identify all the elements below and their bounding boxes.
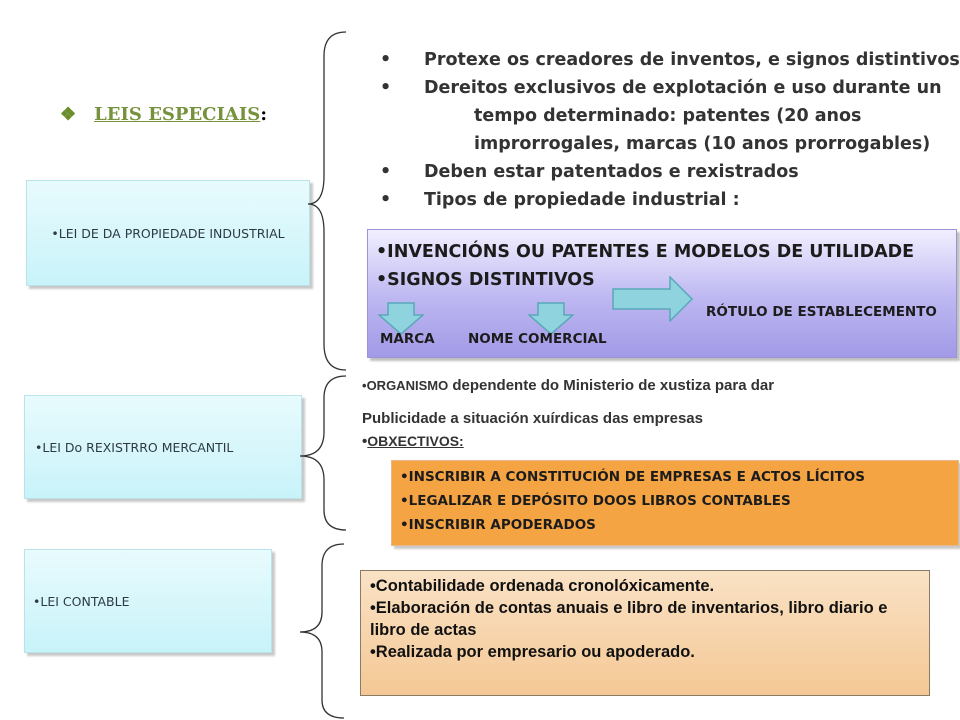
mercantil-organism-line: •ORGANISMO dependente do Ministerio de xustiza para dar [362, 377, 775, 394]
right-arrow-icon [612, 276, 694, 322]
bracket-industrial [308, 32, 346, 370]
law-label-mercantil: •LEI Do REXISTRRO MERCANTIL [35, 439, 234, 455]
property-types-box [367, 229, 957, 358]
industrial-point: • Protexe os creadores de inventos, e signos distintivos [372, 46, 960, 74]
contable-box [360, 570, 930, 696]
objective-item: •INSCRIBIR A CONSTITUCIÓN DE EMPRESAS E ACTOS LÍCITOS [400, 469, 866, 485]
contable-item: •Contabilidade ordenada cronolóxicamente. [370, 577, 715, 595]
types-line-inventions: •INVENCIÓNS OU PATENTES E MODELOS DE UTILIDADE [376, 242, 915, 262]
heading-colon: : [260, 104, 267, 125]
objective-item: •LEGALIZAR E DEPÓSITO DOOS LIBROS CONTABLES [400, 493, 791, 509]
industrial-points-list [372, 46, 960, 214]
diamond-bullet-icon: ❖ [60, 104, 77, 125]
mercantil-objectives-label: •OBXECTIVOS: [362, 433, 464, 450]
types-line-signs: •SIGNOS DISTINTIVOS [376, 270, 595, 290]
industrial-point: • Dereitos exclusivos de explotación e uso durante un tempo determinado: patentes (20 anos improrrogales, marcas (10 anos prorrogables) [372, 74, 960, 158]
heading-text: LEIS ESPECIAIS [94, 104, 261, 125]
industrial-point: • Tipos de propiedade industrial : [372, 186, 960, 214]
objectives-box [391, 460, 959, 546]
contable-item: •Realizada por empresario ou apoderado. [370, 643, 695, 661]
industrial-point: • Deben estar patentados e rexistrados [372, 158, 960, 186]
label-rotulo: RÓTULO DE ESTABLECEMENTO [706, 304, 937, 320]
label-marca: MARCA [380, 331, 435, 347]
bracket-contable [300, 544, 344, 718]
bracket-mercantil [300, 376, 346, 530]
mercantil-publicity-line: Publicidade a situación xuírdicas das empresas [362, 410, 703, 427]
law-label-industrial: •LEI DE DA PROPIEDADE INDUSTRIAL [51, 225, 285, 241]
objective-item: •INSCRIBIR APODERADOS [400, 517, 596, 533]
label-nome-comercial: NOME COMERCIAL [468, 331, 607, 347]
contable-item: •Elaboración de contas anuais e libro de inventarios, libro diario e libro de actas [370, 599, 888, 639]
law-label-contable: •LEI CONTABLE [33, 593, 130, 609]
